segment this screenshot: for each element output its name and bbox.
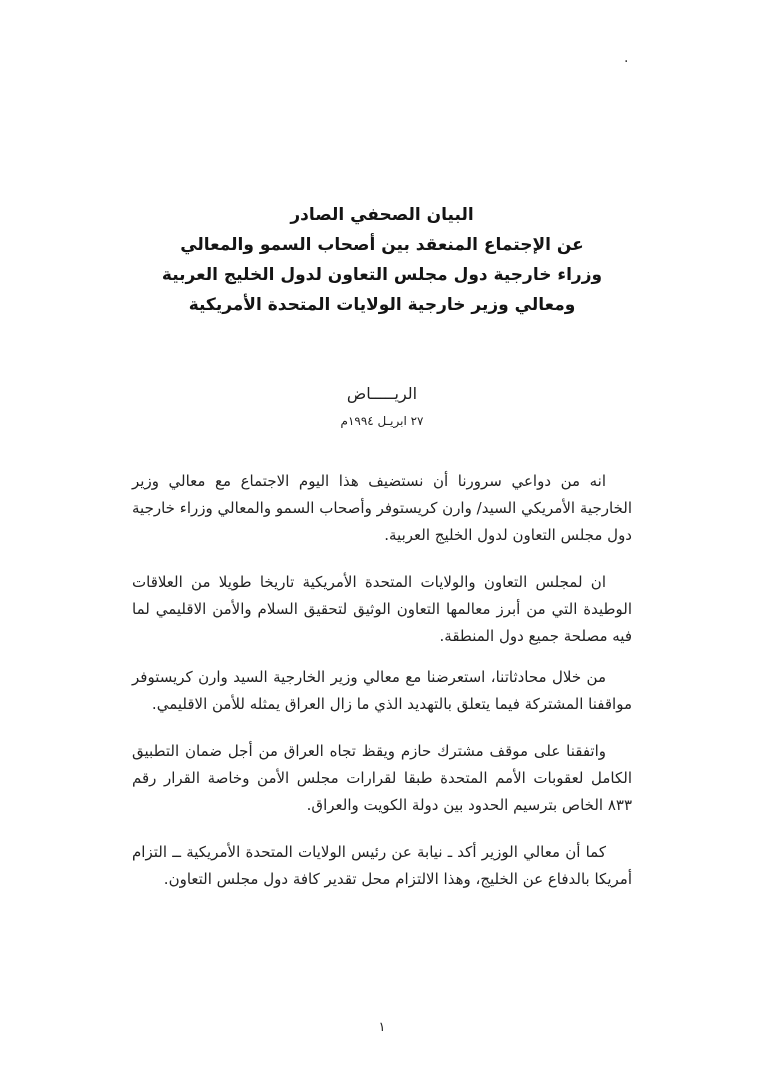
paragraph-5: كما أن معالي الوزير أكد ـ نيابة عن رئيس الولايات المتحدة الأمريكية ــ التزام أمريكا بالدفاع عن الخليج، وهذا الالتزام محل تقدير كافة دول مجلس التعاون.	[132, 843, 632, 888]
paragraph-4: واتفقنا على موقف مشترك حازم ويقظ تجاه العراق من أجل ضمان التطبيق الكامل لعقوبات الأمم المتحدة طبقا لقرارات مجلس الأمن وخاصة القرار رقم ٨٣٣ الخاص بترسيم الحدود بين دولة الكويت والعراق.	[132, 742, 632, 814]
paragraph-1: انه من دواعي سرورنا أن نستضيف هذا اليوم الاجتماع مع معالي وزير الخارجية الأمريكي السيد/ وارن كريستوفر وأصحاب السمو والمعالي وزراء خارجية دول مجلس التعاون لدول الخليج العربية.	[132, 472, 632, 544]
title-line-4: ومعالي وزير خارجية الولايات المتحدة الأمريكية	[188, 295, 576, 315]
title-line-3: وزراء خارجية دول مجلس التعاون لدول الخليج العربية	[161, 265, 603, 285]
document-title-block	[0, 200, 764, 320]
date-line: ٢٧ ابريـل ١٩٩٤م	[340, 414, 424, 428]
paragraph-2: ان لمجلس التعاون والولايات المتحدة الأمريكية تاريخا طويلا من العلاقات الوطيدة التي من أبرز معالمها التعاون الوثيق لتحقيق السلام والأمن الاقليمي لما فيه مصلحة جميع دول المنطقة.	[132, 573, 632, 645]
title-line-1: البيان الصحفي الصادر	[290, 205, 474, 225]
stray-dot-mark: .	[624, 50, 629, 66]
page-number: ١	[378, 1020, 386, 1035]
location-line: الريـــــاض	[346, 384, 418, 403]
title-line-2: عن الإجتماع المنعقد بين أصحاب السمو والمعالي	[180, 235, 584, 255]
paragraph-3: من خلال محادثاتنا، استعرضنا مع معالي وزير الخارجية السيد وارن كريستوفر مواقفنا المشتركة فيما يتعلق بالتهديد الذي ما زال العراق يمثله للأمن الاقليمي.	[132, 668, 632, 713]
document-body	[132, 468, 632, 913]
